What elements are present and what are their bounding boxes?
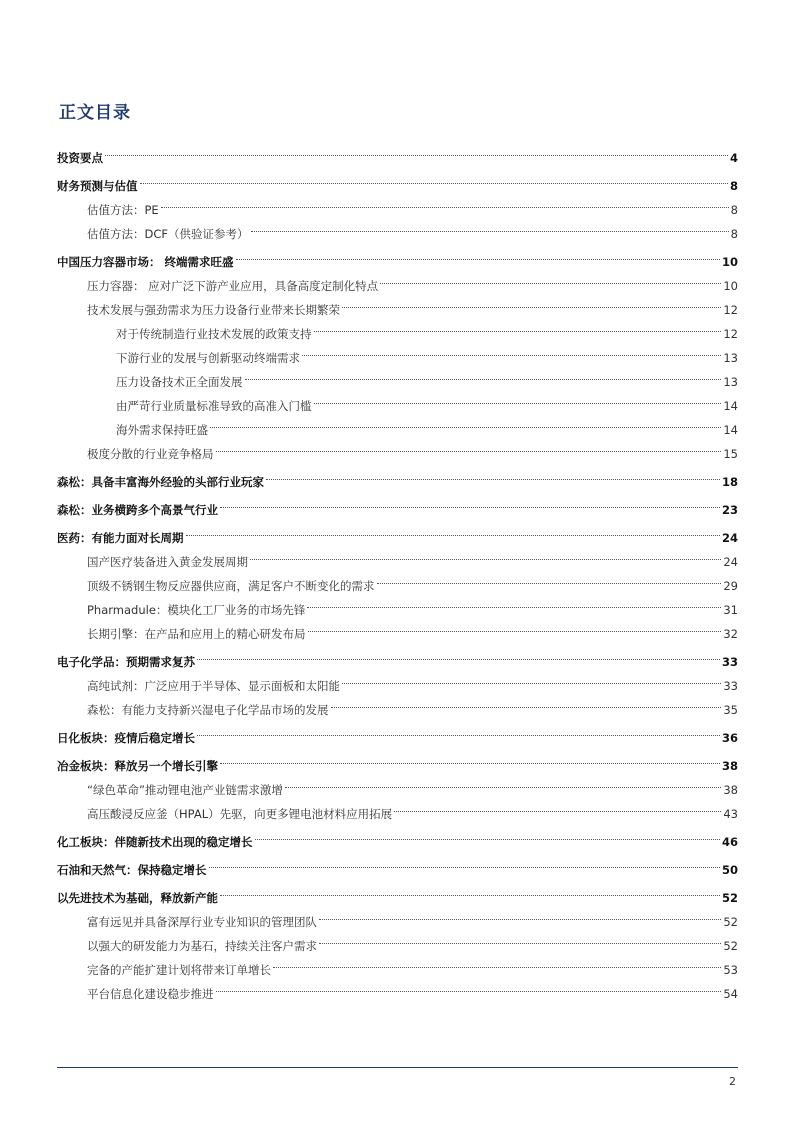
toc-entry-label: 森松：业务横跨多个高景气行业 bbox=[57, 503, 218, 517]
dot-leader bbox=[161, 207, 729, 208]
toc-entry-label: 极度分散的行业竞争格局 bbox=[87, 447, 214, 461]
dot-leader bbox=[319, 943, 721, 944]
dot-leader bbox=[331, 707, 722, 708]
dot-leader bbox=[209, 867, 720, 868]
toc-entry-page: 29 bbox=[723, 579, 738, 593]
toc-entry-label: 石油和天然气：保持稳定增长 bbox=[57, 863, 207, 877]
toc-entry-page: 36 bbox=[721, 731, 738, 745]
toc-entry-label: 下游行业的发展与创新驱动终端需求 bbox=[116, 351, 300, 365]
toc-entry[interactable] bbox=[57, 174, 738, 198]
dot-leader bbox=[319, 919, 721, 920]
toc-entry-label: 冶金板块：释放另一个增长引擎 bbox=[57, 759, 218, 773]
toc-entry-page: 38 bbox=[721, 759, 738, 773]
toc-entry-page: 52 bbox=[723, 915, 738, 929]
toc-entry-page: 53 bbox=[723, 963, 738, 977]
toc-entry[interactable] bbox=[57, 498, 738, 522]
footer-divider bbox=[57, 1067, 738, 1068]
toc-entry[interactable] bbox=[57, 442, 738, 466]
toc-entry-page: 52 bbox=[721, 891, 738, 905]
page-number: 2 bbox=[729, 1075, 736, 1088]
toc-entry-label: 完备的产能扩建计划将带来订单增长 bbox=[87, 963, 271, 977]
toc-entry-label: 以先进技术为基础，释放新产能 bbox=[57, 891, 218, 905]
toc-entry[interactable] bbox=[57, 830, 738, 854]
dot-leader bbox=[245, 379, 722, 380]
toc-entry-page: 12 bbox=[723, 327, 738, 341]
toc-entry-page: 33 bbox=[721, 655, 738, 669]
toc-entry-page: 33 bbox=[723, 679, 738, 693]
toc-entry-label: 由严苛行业质量标准导致的高准入门槛 bbox=[116, 399, 312, 413]
toc-entry[interactable] bbox=[57, 250, 738, 274]
dot-leader bbox=[314, 403, 722, 404]
toc-entry[interactable] bbox=[57, 958, 738, 982]
toc-entry-label: 化工板块：伴随新技术出现的稳定增长 bbox=[57, 835, 253, 849]
dot-leader bbox=[255, 839, 720, 840]
toc-entry[interactable] bbox=[57, 802, 738, 826]
toc-entry[interactable] bbox=[57, 650, 738, 674]
toc-entry-page: 8 bbox=[730, 203, 738, 217]
toc-entry-label: 森松：具备丰富海外经验的头部行业玩家 bbox=[57, 475, 264, 489]
toc-entry-page: 8 bbox=[730, 227, 738, 241]
toc-entry-label: Pharmadule：模块化工厂业务的市场先锋 bbox=[87, 603, 306, 617]
dot-leader bbox=[186, 535, 720, 536]
toc-entry-label: 国产医疗装备进入黄金发展周期 bbox=[87, 555, 248, 569]
toc-entry[interactable] bbox=[57, 146, 738, 170]
toc-entry[interactable] bbox=[57, 370, 738, 394]
dot-leader bbox=[197, 735, 720, 736]
toc-entry-label: 估值方法：DCF（供验证参考） bbox=[87, 227, 249, 241]
toc-entry[interactable] bbox=[57, 858, 738, 882]
toc-entry-label: 富有远见并具备深厚行业专业知识的管理团队 bbox=[87, 915, 317, 929]
toc-entry[interactable] bbox=[57, 622, 738, 646]
dot-leader bbox=[250, 559, 721, 560]
toc-entry-label: 高压酸浸反应釜（HPAL）先驱，向更多锂电池材料应用拓展 bbox=[87, 807, 393, 821]
dot-leader bbox=[302, 355, 721, 356]
toc-entry-page: 43 bbox=[723, 807, 738, 821]
toc-entry[interactable] bbox=[57, 298, 738, 322]
toc-entry-page: 12 bbox=[723, 303, 738, 317]
toc-entry-page: 14 bbox=[723, 399, 738, 413]
toc-entry-label: 长期引擎：在产品和应用上的精心研发布局 bbox=[87, 627, 306, 641]
toc-entry-page: 23 bbox=[721, 503, 738, 517]
toc-entry-page: 13 bbox=[723, 375, 738, 389]
toc-entry-label: 医药：有能力面对长周期 bbox=[57, 531, 184, 545]
toc-entry[interactable] bbox=[57, 934, 738, 958]
toc-entry-page: 10 bbox=[723, 279, 738, 293]
toc-entry-page: 32 bbox=[723, 627, 738, 641]
toc-entry[interactable] bbox=[57, 598, 738, 622]
dot-leader bbox=[314, 331, 722, 332]
toc-entry[interactable] bbox=[57, 470, 738, 494]
toc-entry[interactable] bbox=[57, 886, 738, 910]
dot-leader bbox=[380, 283, 721, 284]
toc-entry-page: 54 bbox=[723, 987, 738, 1001]
toc-entry[interactable] bbox=[57, 982, 738, 1006]
toc-entry-page: 14 bbox=[723, 423, 738, 437]
dot-leader bbox=[105, 155, 728, 156]
toc-entry[interactable] bbox=[57, 322, 738, 346]
toc-entry[interactable] bbox=[57, 198, 738, 222]
toc-entry-label: 森松：有能力支持新兴湿电子化学品市场的发展 bbox=[87, 703, 329, 717]
dot-leader bbox=[220, 895, 720, 896]
toc-entry[interactable] bbox=[57, 418, 738, 442]
toc-entry[interactable] bbox=[57, 726, 738, 750]
toc-entry-label: 顶级不锈钢生物反应器供应商，满足客户不断变化的需求 bbox=[87, 579, 375, 593]
dot-leader bbox=[266, 479, 720, 480]
dot-leader bbox=[342, 307, 721, 308]
toc-entry-label: 技术发展与强劲需求为压力设备行业带来长期繁荣 bbox=[87, 303, 340, 317]
dot-leader bbox=[307, 607, 721, 608]
dot-leader bbox=[140, 183, 728, 184]
toc-entry-page: 18 bbox=[721, 475, 738, 489]
toc-entry-page: 24 bbox=[723, 555, 738, 569]
toc-entry[interactable] bbox=[57, 778, 738, 802]
toc-entry-label: 中国压力容器市场： 终端需求旺盛 bbox=[57, 255, 234, 269]
dot-leader bbox=[251, 231, 729, 232]
toc-entry[interactable] bbox=[57, 274, 738, 298]
toc-entry-page: 4 bbox=[729, 151, 738, 165]
toc-entry-label: 高纯试剂：广泛应用于半导体、显示面板和太阳能 bbox=[87, 679, 340, 693]
toc-entry-label: 对于传统制造行业技术发展的政策支持 bbox=[116, 327, 312, 341]
page-title: 正文目录 bbox=[59, 103, 131, 123]
toc-entry[interactable] bbox=[57, 222, 738, 246]
toc-entry[interactable] bbox=[57, 526, 738, 550]
toc-entry-label: 电子化学品：预期需求复苏 bbox=[57, 655, 195, 669]
toc-entry[interactable] bbox=[57, 550, 738, 574]
toc-entry[interactable] bbox=[57, 346, 738, 370]
toc-entry-page: 31 bbox=[723, 603, 738, 617]
toc-entry[interactable] bbox=[57, 674, 738, 698]
dot-leader bbox=[210, 427, 721, 428]
toc-entry-label: “绿色革命”推动锂电池产业链需求激增 bbox=[87, 783, 283, 797]
toc-entry-label: 财务预测与估值 bbox=[57, 179, 138, 193]
toc-entry-page: 15 bbox=[723, 447, 738, 461]
toc-entry-page: 35 bbox=[723, 703, 738, 717]
dot-leader bbox=[236, 259, 720, 260]
toc-entry-label: 平台信息化建设稳步推进 bbox=[87, 987, 214, 1001]
dot-leader bbox=[216, 451, 722, 452]
toc-entry-page: 46 bbox=[721, 835, 738, 849]
dot-leader bbox=[394, 811, 721, 812]
toc-entry-page: 38 bbox=[723, 783, 738, 797]
dot-leader bbox=[308, 631, 722, 632]
toc-entry-page: 52 bbox=[723, 939, 738, 953]
toc-entry-page: 50 bbox=[721, 863, 738, 877]
toc-entry-label: 估值方法：PE bbox=[87, 203, 159, 217]
dot-leader bbox=[220, 507, 720, 508]
dot-leader bbox=[273, 967, 721, 968]
dot-leader bbox=[220, 763, 720, 764]
toc-entry[interactable] bbox=[57, 698, 738, 722]
toc-entry[interactable] bbox=[57, 754, 738, 778]
toc-entry-page: 8 bbox=[729, 179, 738, 193]
dot-leader bbox=[377, 583, 722, 584]
toc-entry-page: 13 bbox=[723, 351, 738, 365]
dot-leader bbox=[285, 787, 721, 788]
toc-entry-page: 24 bbox=[721, 531, 738, 545]
toc-entry-label: 日化板块：疫情后稳定增长 bbox=[57, 731, 195, 745]
dot-leader bbox=[342, 683, 721, 684]
toc-entry-label: 压力设备技术正全面发展 bbox=[116, 375, 243, 389]
toc-entry[interactable] bbox=[57, 394, 738, 418]
toc-entry[interactable] bbox=[57, 574, 738, 598]
table-of-contents bbox=[57, 146, 738, 1006]
toc-entry[interactable] bbox=[57, 910, 738, 934]
toc-entry-label: 以强大的研发能力为基石，持续关注客户需求 bbox=[87, 939, 317, 953]
toc-entry-label: 投资要点 bbox=[57, 151, 103, 165]
dot-leader bbox=[197, 659, 720, 660]
dot-leader bbox=[216, 991, 722, 992]
toc-entry-page: 10 bbox=[721, 255, 738, 269]
toc-entry-label: 压力容器： 应对广泛下游产业应用，具备高度定制化特点 bbox=[87, 279, 379, 293]
toc-entry-label: 海外需求保持旺盛 bbox=[116, 423, 208, 437]
